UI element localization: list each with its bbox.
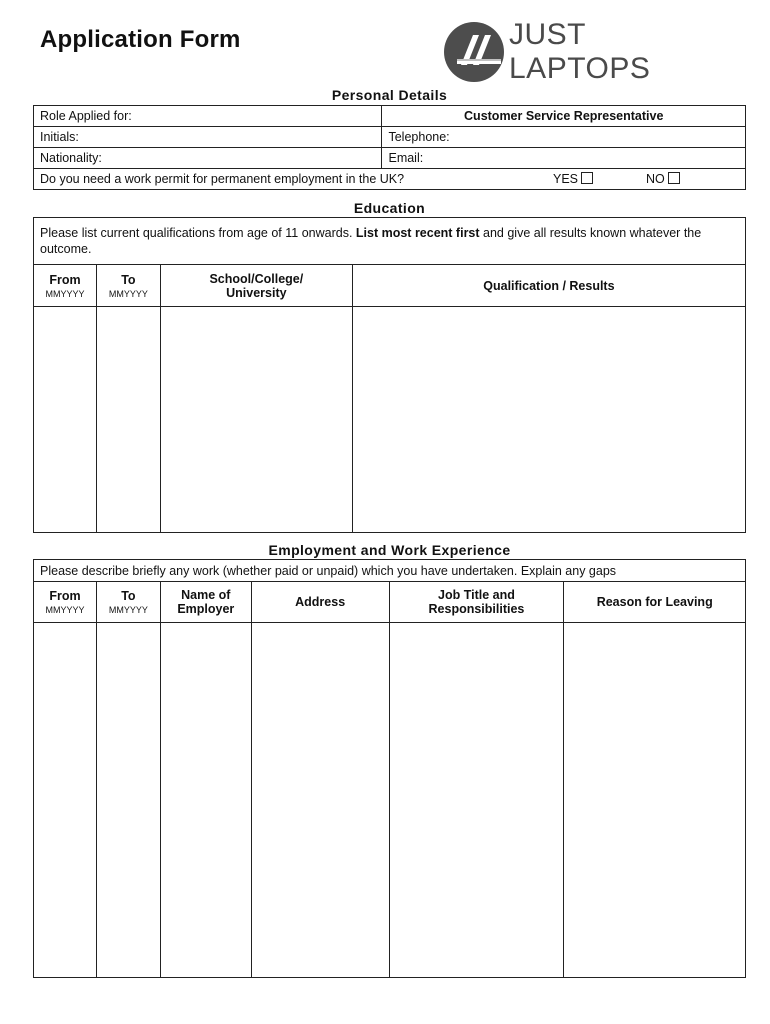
yes-option[interactable]: [553, 172, 593, 186]
emp-address-field[interactable]: [251, 623, 389, 978]
education-instructions: [34, 218, 746, 265]
emp-employer-header: Name of Employer: [160, 582, 251, 623]
role-value[interactable]: Customer Service Representative: [382, 106, 746, 127]
personal-details-table: [33, 105, 746, 190]
emp-job-title-field[interactable]: [389, 623, 564, 978]
personal-details-heading: Personal Details: [331, 87, 448, 103]
employment-header-row: [34, 582, 746, 623]
initials-label[interactable]: Initials:: [34, 127, 382, 148]
edu-from-label: From: [49, 272, 81, 287]
nationality-row: [34, 148, 746, 169]
education-instruction-end: and give all results known whatever the outcome.: [40, 226, 702, 256]
edu-school-header: School/College/ University: [160, 265, 352, 307]
edu-qualification-header: Qualification / Results: [352, 265, 745, 307]
just-laptops-logo-icon: [443, 21, 505, 83]
education-instruction-start: Please list current qualifications from age of 11 onwards.: [40, 226, 356, 240]
role-row: [34, 106, 746, 127]
emp-from-header: [34, 582, 97, 623]
edu-to-field[interactable]: [96, 307, 160, 533]
edu-school-field[interactable]: [160, 307, 352, 533]
education-table: [33, 217, 746, 533]
yes-label: YES: [553, 172, 579, 186]
education-header-row: [34, 265, 746, 307]
nationality-label[interactable]: Nationality:: [34, 148, 382, 169]
telephone-label[interactable]: Telephone:: [382, 127, 746, 148]
email-label[interactable]: Email:: [382, 148, 746, 169]
yes-checkbox[interactable]: [581, 172, 593, 184]
emp-reason-header: Reason for Leaving: [564, 582, 746, 623]
employment-entry-area: [34, 623, 746, 978]
emp-from-field[interactable]: [34, 623, 97, 978]
edu-from-field[interactable]: [34, 307, 97, 533]
emp-employer-field[interactable]: [160, 623, 251, 978]
emp-reason-field[interactable]: [564, 623, 746, 978]
edu-from-header: [34, 265, 97, 307]
edu-to-format: MMYYYY: [108, 288, 148, 299]
logo-text: JUST LAPTOPS: [509, 18, 651, 85]
edu-to-header: [96, 265, 160, 307]
edu-qualification-field[interactable]: [352, 307, 745, 533]
initials-row: [34, 127, 746, 148]
education-entry-area: [34, 307, 746, 533]
employment-heading: Employment and Work Experience: [268, 542, 511, 558]
work-permit-row: [34, 169, 746, 190]
education-heading: Education: [353, 200, 426, 216]
work-permit-cell: [34, 169, 746, 190]
edu-to-label: To: [121, 272, 136, 287]
edu-from-format: MMYYYY: [45, 288, 85, 299]
company-logo: [443, 18, 733, 85]
work-permit-question: Do you need a work permit for permanent employment in the UK?: [40, 172, 405, 186]
emp-address-header: Address: [251, 582, 389, 623]
education-instruction-bold: List most recent first: [355, 226, 480, 240]
emp-from-format: MMYYYY: [45, 605, 85, 615]
no-label: NO: [646, 172, 665, 186]
emp-to-label: To: [121, 589, 136, 603]
emp-from-label: From: [49, 589, 81, 603]
role-label: Role Applied for:: [34, 106, 382, 127]
page-title: Application Form: [40, 26, 241, 53]
emp-to-format: MMYYYY: [108, 605, 148, 615]
no-option[interactable]: [646, 172, 680, 186]
employment-table: [33, 559, 746, 978]
emp-job-title-header: Job Title and Responsibilities: [389, 582, 564, 623]
no-checkbox[interactable]: [668, 172, 680, 184]
employment-instructions: Please describe briefly any work (whether paid or unpaid) which you have undertaken. Explain any gaps: [34, 560, 746, 582]
emp-to-header: [96, 582, 160, 623]
emp-to-field[interactable]: [96, 623, 160, 978]
